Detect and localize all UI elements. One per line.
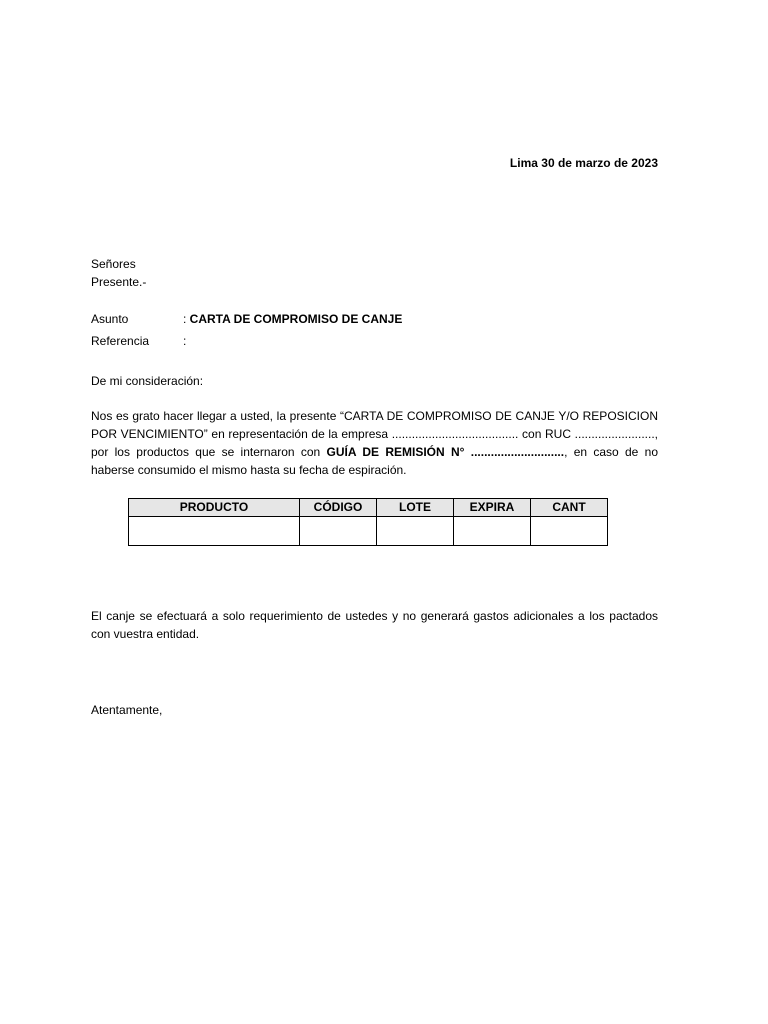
table-cell (300, 517, 377, 546)
header-producto: PRODUCTO (129, 499, 300, 517)
paragraph-text: , en caso de no (564, 445, 658, 459)
table-cell (129, 517, 300, 546)
letter-date: Lima 30 de marzo de 2023 (509, 156, 658, 170)
guia-remision-text: GUÍA DE REMISIÓN N° ............................ (326, 445, 565, 459)
salutation: De mi consideración: (91, 374, 204, 388)
body-paragraph-1 (91, 407, 658, 479)
header-lote: LOTE (377, 499, 454, 517)
subject-label: Asunto (91, 312, 129, 326)
closing: Atentamente, (91, 703, 163, 717)
paragraph-line (91, 443, 658, 461)
header-cant: CANT (531, 499, 608, 517)
table-row (129, 517, 608, 546)
paragraph-text: por los productos que se internaron con (91, 445, 327, 459)
subject-value (183, 310, 402, 328)
paragraph-line: con vuestra entidad. (91, 627, 200, 641)
table-header-row (129, 499, 608, 517)
reference-value: : (183, 334, 187, 348)
paragraph-line: POR VENCIMIENTO” en representación de la empresa ...................................... con RUC ........................, (91, 427, 658, 441)
subject-colon: : (183, 312, 190, 326)
body-paragraph-2 (91, 607, 658, 643)
header-codigo: CÓDIGO (300, 499, 377, 517)
paragraph-line: Nos es grato hacer llegar a usted, la presente “CARTA DE COMPROMISO DE CANJE Y/O REPOSICION (91, 409, 658, 423)
paragraph-line: haberse consumido el mismo hasta su fecha de espiración. (91, 463, 407, 477)
table-cell (377, 517, 454, 546)
table-cell (531, 517, 608, 546)
presente-line: Presente.- (91, 275, 147, 289)
header-expira: EXPIRA (454, 499, 531, 517)
paragraph-line: El canje se efectuará a solo requerimiento de ustedes y no generará gastos adicionales a los pactados (91, 609, 658, 623)
reference-label: Referencia (91, 334, 150, 348)
table-cell (454, 517, 531, 546)
recipient-line: Señores (91, 257, 136, 271)
subject-text: CARTA DE COMPROMISO DE CANJE (189, 312, 403, 326)
products-table (128, 498, 608, 546)
